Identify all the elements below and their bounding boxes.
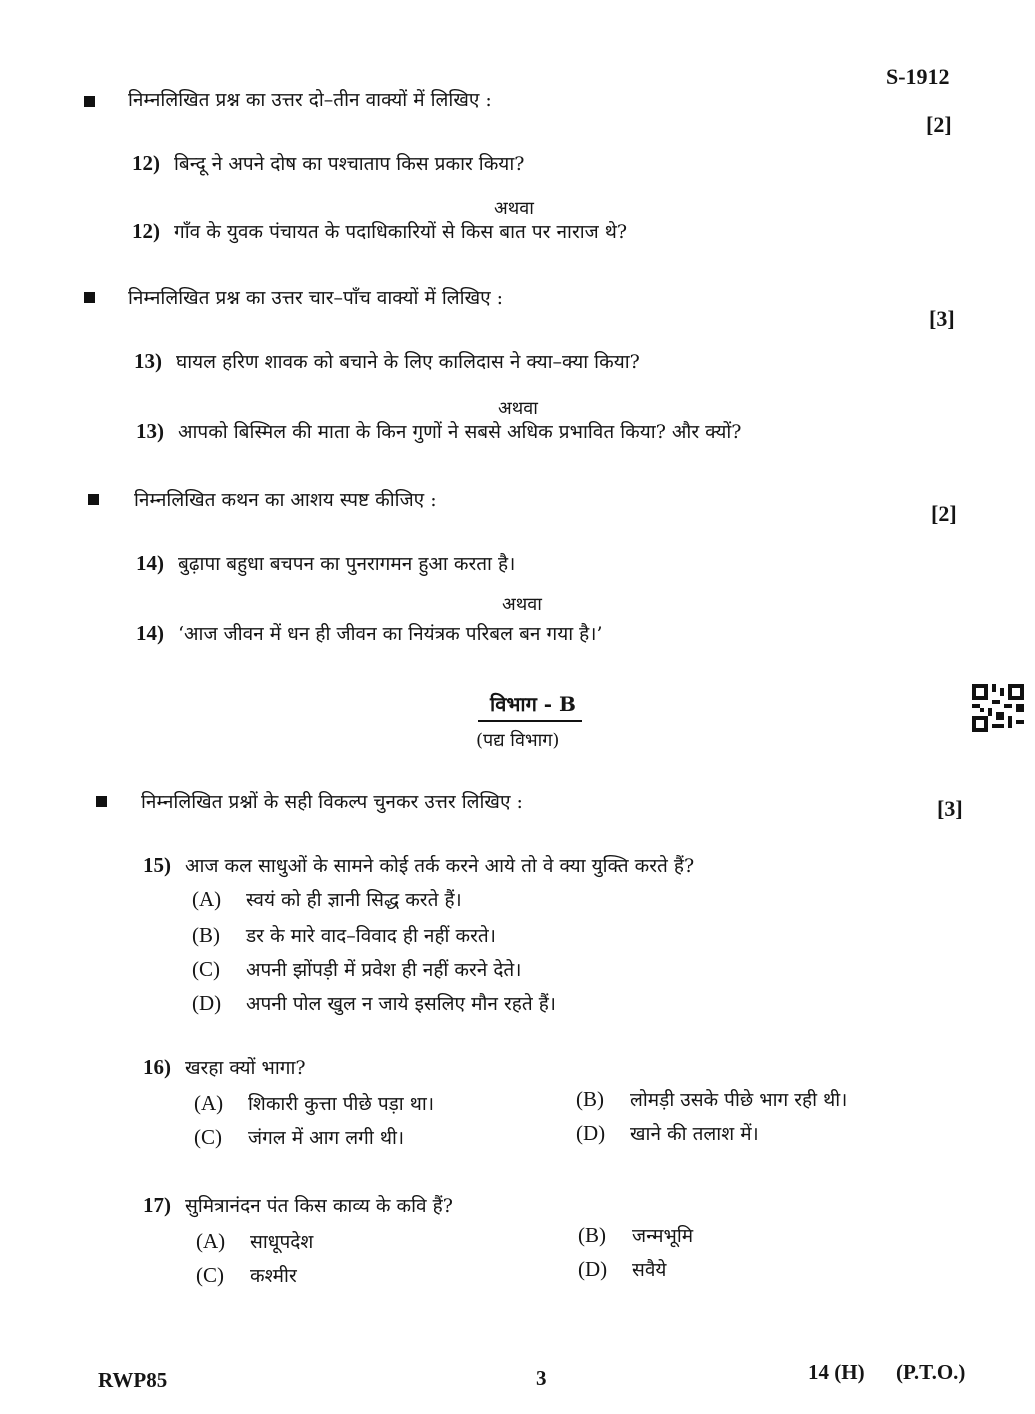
- bullet-icon: [96, 796, 107, 807]
- qr-code-icon: [972, 684, 1024, 732]
- instruction-3: निम्नलिखित कथन का आशय स्पष्ट कीजिए :: [134, 489, 437, 511]
- question-14b: 14) ‘आज जीवन में धन ही जीवन का नियंत्रक परिबल बन गया है।’: [136, 621, 603, 645]
- or-label-13: अथवा: [498, 398, 538, 419]
- question-12a: 12) बिन्दू ने अपने दोष का पश्चाताप किस प्रकार किया?: [132, 151, 525, 175]
- marks-4: [3]: [937, 796, 963, 821]
- footer-pto: (P.T.O.): [896, 1360, 966, 1384]
- option-17-c: (C) कश्मीर: [196, 1263, 297, 1287]
- option-16-d: (D) खाने की तलाश में।: [576, 1121, 759, 1145]
- option-15-d: (D) अपनी पोल खुल न जाये इसलिए मौन रहते हैं।: [192, 991, 556, 1015]
- instruction-4: निम्नलिखित प्रश्नों के सही विकल्प चुनकर उत्तर लिखिए :: [141, 791, 523, 813]
- option-15-a: (A) स्वयं को ही ज्ञानी सिद्ध करते हैं।: [192, 887, 462, 911]
- marks-3: [2]: [931, 501, 957, 526]
- section-divider: [478, 720, 582, 722]
- footer-count: 14 (H): [808, 1360, 865, 1384]
- section-title: विभाग - B: [490, 692, 576, 716]
- bullet-icon: [88, 494, 99, 505]
- or-label-14: अथवा: [502, 594, 542, 615]
- option-16-a: (A) शिकारी कुत्ता पीछे पड़ा था।: [194, 1091, 435, 1115]
- or-label-12: अथवा: [494, 198, 534, 219]
- option-16-c: (C) जंगल में आग लगी थी।: [194, 1125, 405, 1149]
- paper-code: S-1912: [886, 64, 950, 89]
- footer-code: RWP85: [98, 1368, 168, 1392]
- option-17-d: (D) सवैये: [578, 1257, 667, 1281]
- bullet-icon: [84, 292, 95, 303]
- instruction-1: निम्नलिखित प्रश्न का उत्तर दो–तीन वाक्यों में लिखिए :: [128, 89, 492, 111]
- option-17-a: (A) साधूपदेश: [196, 1229, 314, 1253]
- option-16-b: (B) लोमड़ी उसके पीछे भाग रही थी।: [576, 1087, 848, 1111]
- question-15: 15) आज कल साधुओं के सामने कोई तर्क करने आये तो वे क्या युक्ति करते हैं?: [143, 853, 695, 877]
- marks-1: [2]: [926, 112, 952, 137]
- marks-2: [3]: [929, 306, 955, 331]
- question-16: 16) खरहा क्यों भागा?: [143, 1055, 306, 1079]
- question-12b: 12) गाँव के युवक पंचायत के पदाधिकारियों से किस बात पर नाराज थे?: [132, 219, 628, 243]
- instruction-2: निम्नलिखित प्रश्न का उत्तर चार–पाँच वाक्यों में लिखिए :: [128, 287, 504, 309]
- option-17-b: (B) जन्मभूमि: [578, 1223, 694, 1247]
- question-17: 17) सुमित्रानंदन पंत किस काव्य के कवि हैं?: [143, 1193, 453, 1217]
- question-13a: 13) घायल हरिण शावक को बचाने के लिए कालिदास ने क्या–क्या किया?: [134, 349, 640, 373]
- section-subtitle: (पद्य विभाग): [476, 730, 560, 751]
- option-15-b: (B) डर के मारे वाद–विवाद ही नहीं करते।: [192, 923, 496, 947]
- question-14a: 14) बुढ़ापा बहुधा बचपन का पुनरागमन हुआ करता है।: [136, 551, 516, 575]
- question-13b: 13) आपको बिस्मिल की माता के किन गुणों ने सबसे अधिक प्रभावित किया? और क्यों?: [136, 419, 742, 443]
- option-15-c: (C) अपनी झोंपड़ी में प्रवेश ही नहीं करने देते।: [192, 957, 522, 981]
- page-number: 3: [536, 1366, 547, 1390]
- bullet-icon: [84, 96, 95, 107]
